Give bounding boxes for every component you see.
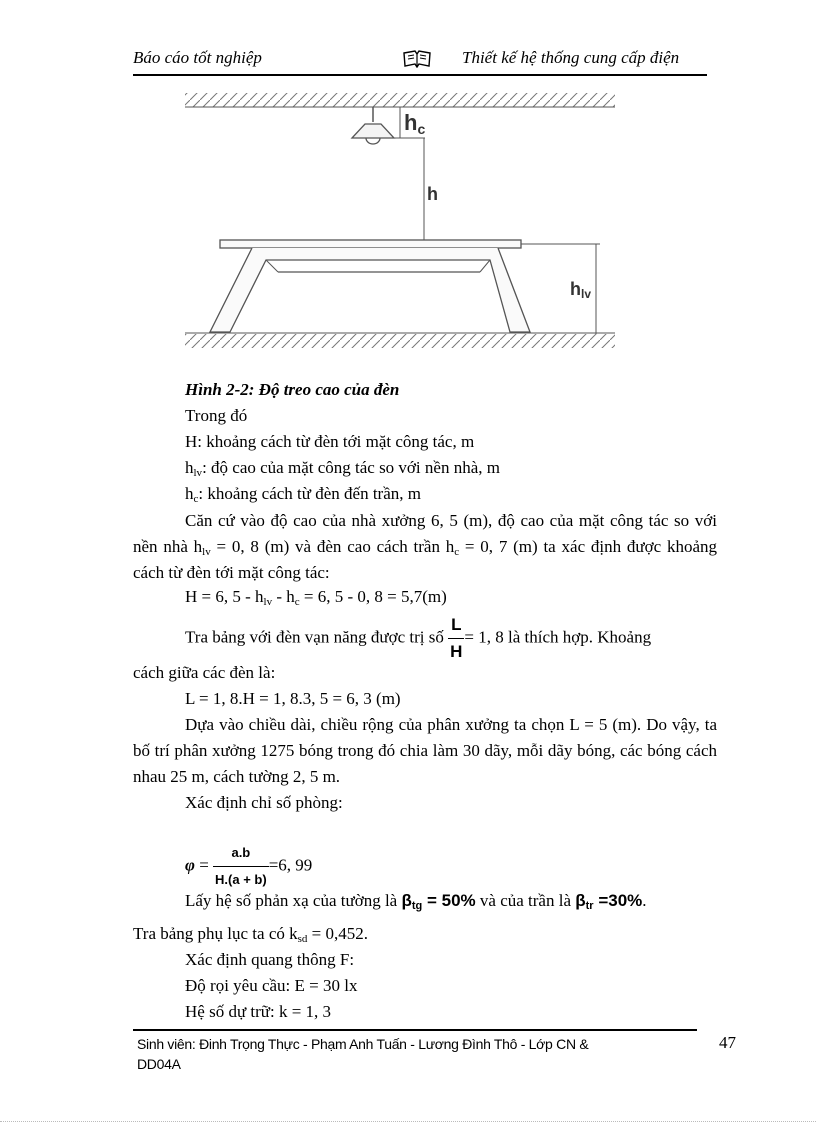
- header-right: Thiết kế hệ thống cung cấp điện: [462, 48, 680, 67]
- equation-phi: φ = $\frac{a.b}{H.(a + b)}$ =6, 99: [185, 840, 312, 893]
- text-line: $h_{lv}$: độ cao của mặt công tác so với nền nhà, m: [185, 458, 500, 479]
- paragraph: Căn cứ vào độ cao của nhà xưởng 6, 5 (m), độ cao của mặt công tác so với nền nhà $h_{lv} = 0$, 8 (m) và đèn cao cách trần $h_c = 0$, 7 (m) ta xác định được khoảng cách từ đèn tới mặt công tác:: [133, 511, 717, 582]
- svg-text:hc: hc: [404, 110, 426, 137]
- footer-class: DD04A: [137, 1056, 181, 1072]
- header-rule: [133, 74, 707, 76]
- equation: H = 6, $5 - h_{lv} - h_c = 6$, 5 - 0, 8 = 5,7(m): [185, 587, 447, 608]
- text-line: Xác định quang thông F:: [185, 950, 355, 969]
- text-line: Trong đó: [185, 406, 248, 425]
- text-line: Xác định chỉ số phòng:: [185, 793, 343, 812]
- lamp-icon: [352, 107, 394, 144]
- open-book-icon: [402, 50, 432, 68]
- footer-authors: Sinh viên: Đinh Trọng Thực - Phạm Anh Tuấn - Lương Đình Thô - Lớp CN &: [137, 1036, 589, 1052]
- text-line: Hệ số dự trữ: k = 1, 3: [185, 1002, 332, 1021]
- equation: L = 1, 8.H = 1, 8.3, 5 = 6, 3 (m): [185, 689, 401, 708]
- figure-caption: Hình 2-2: Độ treo cao của đèn: [185, 380, 400, 399]
- label-hlv: h: [570, 279, 581, 299]
- fraction-l-over-h: $\frac{L}{H}$: [448, 612, 464, 665]
- header-left: Báo cáo tốt nghiệp: [133, 48, 262, 67]
- label-hc: h: [404, 110, 418, 135]
- footer-rule: [133, 1029, 697, 1031]
- text-line: $h_c$: khoảng cách từ đèn đến trần, m: [185, 484, 421, 505]
- page-number: 47: [719, 1033, 736, 1052]
- text-line: H: khoảng cách từ đèn tới mặt công tác, m: [185, 432, 475, 451]
- text-line: Tra bảng phụ lục ta có $k_{sd} = 0,452$.: [133, 924, 368, 945]
- lamp-height-diagram: [180, 90, 620, 355]
- svg-text:hlv: hlv: [570, 279, 592, 301]
- paragraph: Tra bảng với đèn vạn năng được trị số $\frac{L}{H}$ = 1, 8 là thích hợp. Khoảng: [185, 612, 651, 665]
- paragraph: Lấy hệ số phản xạ của tường là $\beta_{tg} = 50\%$ và của trần là $\beta_{tr} =30\%$.: [185, 891, 647, 912]
- text-line: cách giữa các đèn là:: [133, 663, 276, 682]
- text-line: Độ rọi yêu cầu: E = 30 lx: [185, 976, 358, 995]
- paragraph: Dựa vào chiều dài, chiều rộng của phân xưởng ta chọn L = 5 (m). Do vậy, ta bố trí phân xưởng 1275 bóng trong đó chia làm 30 dãy, mỗi dãy bóng, các bóng cách nhau 25 m, cách tường 2, 5 m.: [133, 715, 717, 786]
- label-h: h: [427, 184, 438, 204]
- page-edge: [0, 1121, 816, 1122]
